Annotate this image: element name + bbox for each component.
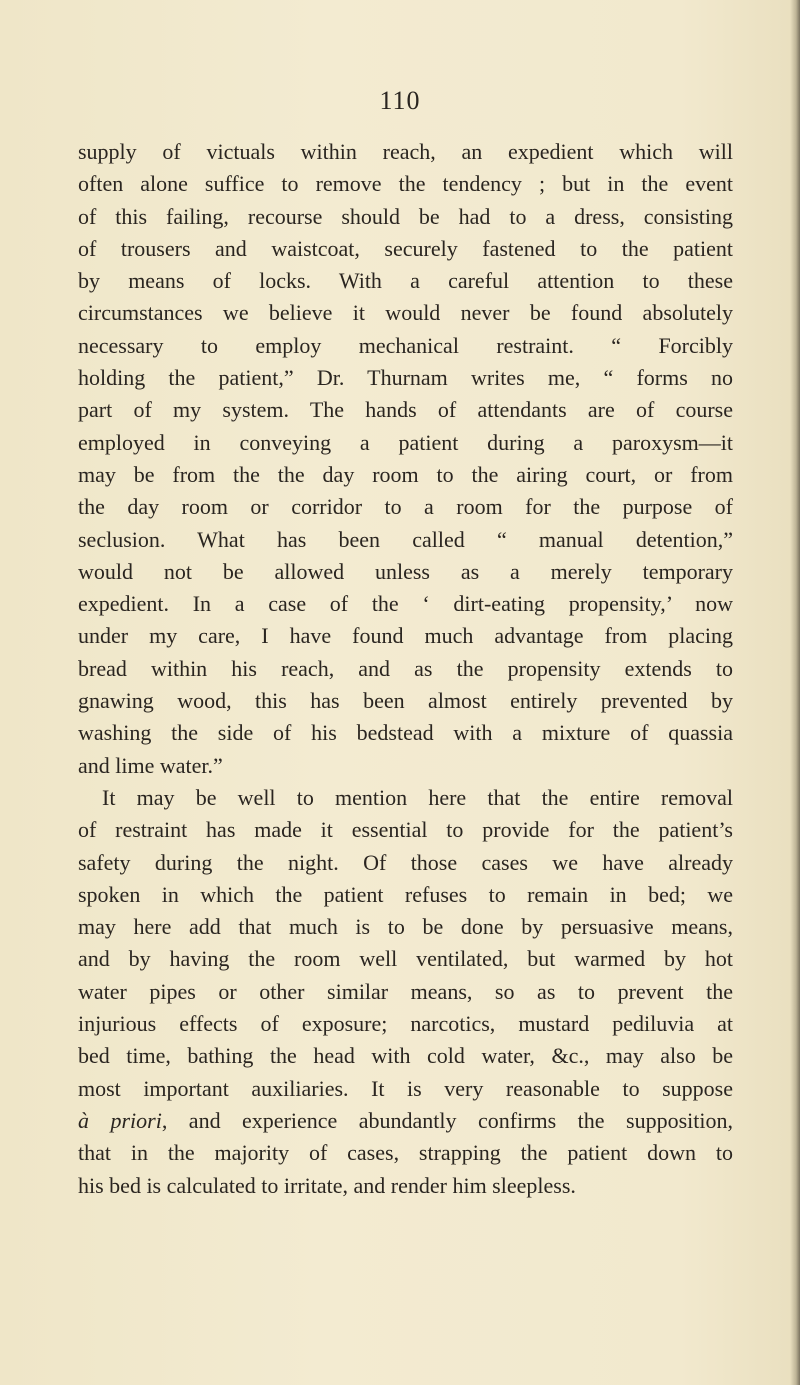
text-line: that in the majority of cases, strapping the patient down to [78,1140,733,1166]
text-line: of restraint has made it essential to provide for the patient’s [78,817,733,843]
text-line: would not be allowed unless as a merely temporary [78,558,733,584]
text-line: may be from the the day room to the airing court, or from [78,461,733,487]
text-line: washing the side of his bedstead with a mixture of quassia [78,720,733,746]
text-line: the day room or corridor to a room for the purpose of [78,494,733,520]
text-line: may here add that much is to be done by persuasive means, [78,914,733,940]
page-edge-shadow [790,0,800,1385]
text-line: gnawing wood, this has been almost entirely prevented by [78,688,733,714]
text-line: injurious effects of exposure; narcotics, mustard pediluvia at [78,1011,733,1037]
text-line: often alone suffice to remove the tendency ; but in the event [78,171,733,197]
text-line: water pipes or other similar means, so as to prevent the [78,978,733,1004]
text-line: seclusion. What has been called “ manual detention,” [78,526,733,552]
text-line: circumstances we believe it would never be found absolutely [78,300,733,326]
text-line: by means of locks. With a careful attention to these [78,268,733,294]
text-line: safety during the night. Of those cases we have already [78,849,733,875]
body-text [78,136,733,1202]
text-line: holding the patient,” Dr. Thurnam writes me, “ forms no [78,365,733,391]
text-line: à priori, and experience abundantly confirms the supposition, [78,1107,733,1133]
text-line: his bed is calculated to irritate, and render him sleepless. [78,1172,576,1198]
text-line: and by having the room well ventilated, but warmed by hot [78,946,733,972]
text-line: bread within his reach, and as the propensity extends to [78,655,733,681]
text-line: It may be well to mention here that the entire removal [102,784,733,810]
text-line: bed time, bathing the head with cold water, &c., may also be [78,1043,733,1069]
text-line: employed in conveying a patient during a paroxysm—it [78,429,733,455]
text-line: necessary to employ mechanical restraint. “ Forcibly [78,332,733,358]
text-line: supply of victuals within reach, an expedient which will [78,139,733,164]
text-line: expedient. In a case of the ‘ dirt-eating propensity,’ now [78,591,733,617]
text-line: spoken in which the patient refuses to remain in bed; we [78,881,733,907]
text-line: part of my system. The hands of attendants are of course [78,397,733,423]
text-line: most important auxiliaries. It is very reasonable to suppose [78,1075,733,1101]
text-line: under my care, I have found much advantage from placing [78,623,733,649]
text-line: and lime water.” [78,752,223,778]
text-line: of this failing, recourse should be had to a dress, consisting [78,203,733,229]
page-number: 110 [379,86,421,115]
text-line: of trousers and waistcoat, securely fastened to the patient [78,235,733,261]
